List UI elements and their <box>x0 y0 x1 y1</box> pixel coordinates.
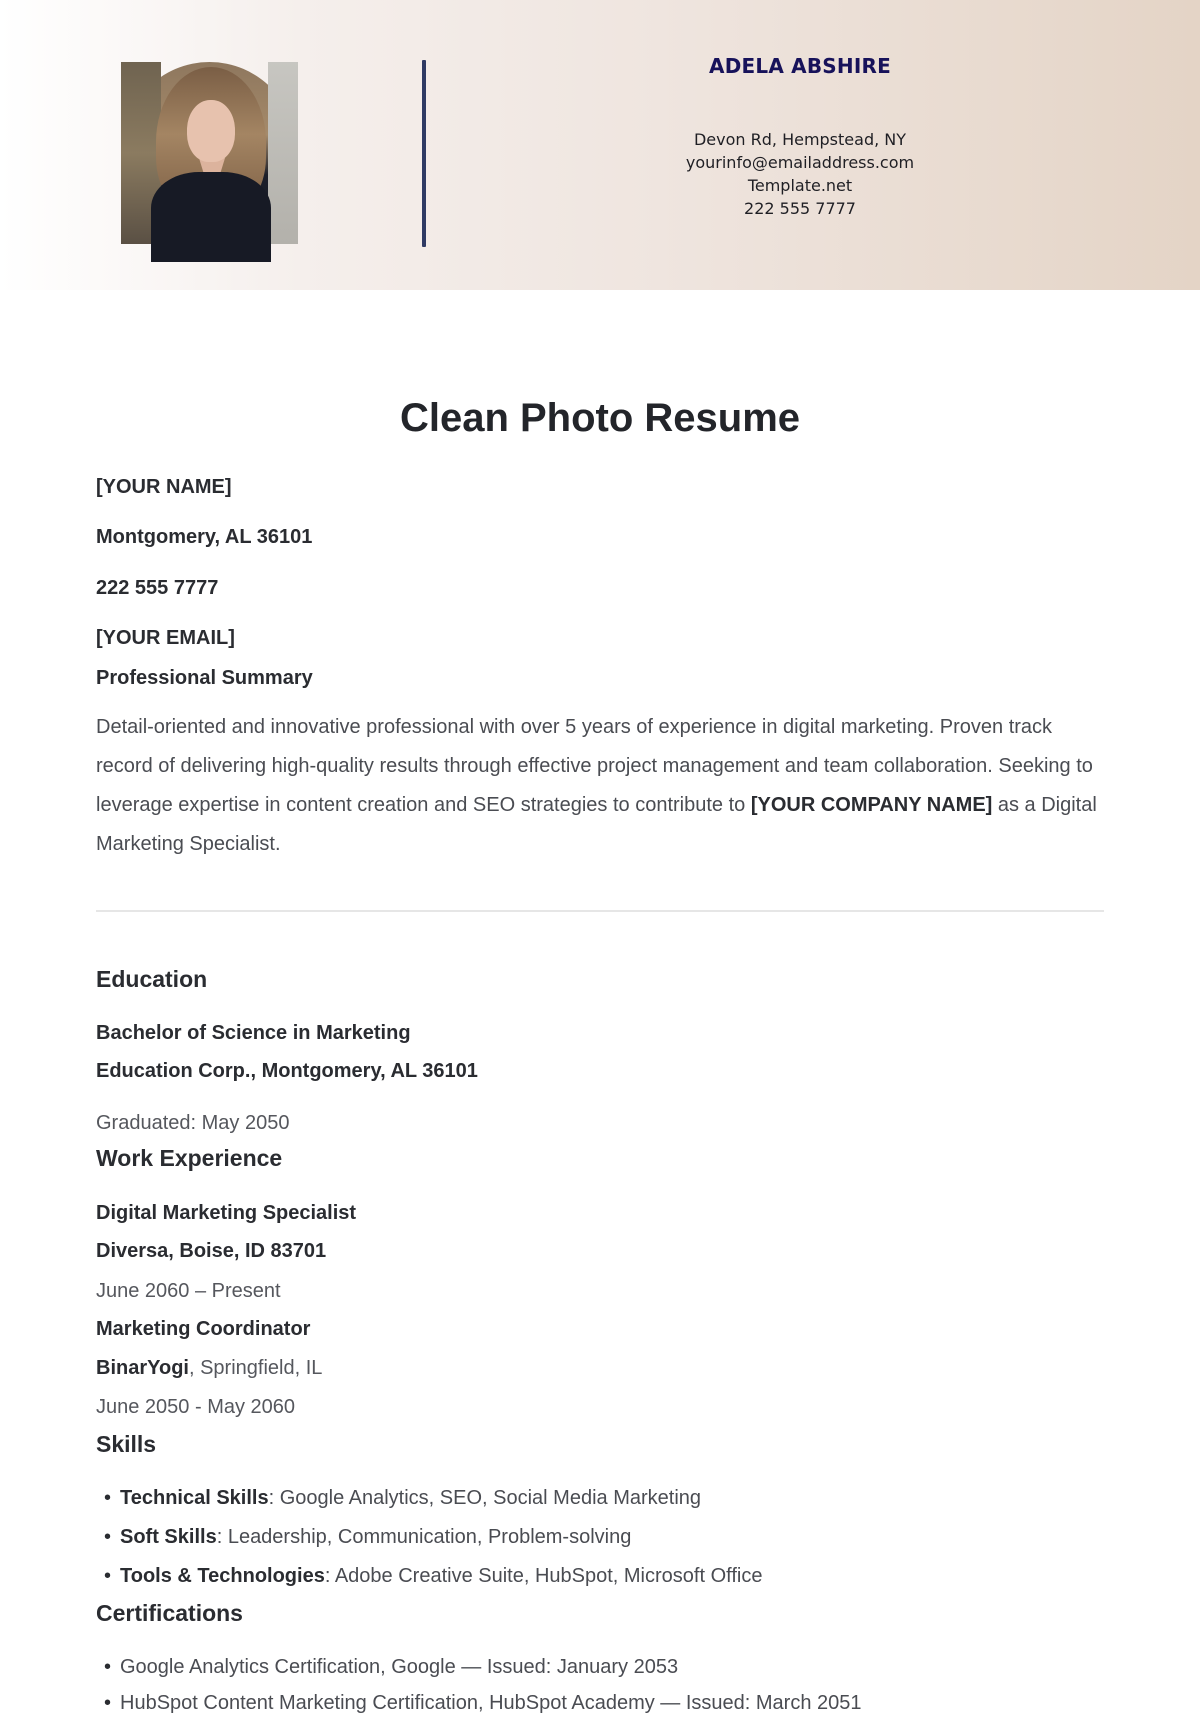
personal-email: [YOUR EMAIL] <box>96 627 235 649</box>
education-degree: Bachelor of Science in Marketing <box>96 1022 411 1044</box>
education-institution-line <box>96 1060 478 1083</box>
skill-item <box>104 1526 631 1549</box>
resume-header <box>0 0 1200 290</box>
job-2-dates: June 2050 - May 2060 <box>96 1396 296 1418</box>
section-divider <box>96 910 1104 912</box>
summary-company-placeholder: [YOUR COMPANY NAME] <box>750 794 993 816</box>
photo-jacket <box>151 172 271 262</box>
photo-face <box>187 100 235 162</box>
personal-location: Montgomery, AL 36101 <box>96 526 313 548</box>
skill-value: : Leadership, Communication, Problem-solving <box>216 1526 632 1548</box>
document-title: Clean Photo Resume <box>399 396 801 440</box>
header-vertical-divider <box>422 60 426 247</box>
work-heading: Work Experience <box>96 1145 283 1171</box>
summary-paragraph <box>96 708 1104 864</box>
personal-name: [YOUR NAME] <box>96 476 232 498</box>
education-graduated: Graduated: May 2050 <box>96 1112 290 1134</box>
summary-text-after: as a Digital Marketing Specialist. <box>96 794 1097 855</box>
header-phone: 222 555 7777 <box>744 199 856 218</box>
certification-item <box>104 1656 678 1679</box>
skill-item <box>104 1565 762 1588</box>
job-1-dates: June 2060 – Present <box>96 1280 281 1302</box>
education-location: , Montgomery, AL 36101 <box>250 1060 478 1082</box>
header-contact-block <box>630 54 970 220</box>
certification-text: HubSpot Content Marketing Certification, HubSpot Academy — Issued: March 2051 <box>120 1692 862 1714</box>
bullet-icon: • <box>104 1692 112 1714</box>
skill-item <box>104 1487 701 1510</box>
education-institution: Education Corp. <box>96 1060 251 1082</box>
profile-photo <box>121 62 298 244</box>
bullet-icon: • <box>104 1487 112 1509</box>
bullet-icon: • <box>104 1565 112 1587</box>
job-1-company: Diversa <box>96 1240 169 1262</box>
photo-background-right <box>268 62 298 244</box>
summary-heading: Professional Summary <box>96 667 313 689</box>
header-name: ADELA ABSHIRE <box>709 54 891 78</box>
job-1-title: Digital Marketing Specialist <box>96 1202 357 1224</box>
certifications-heading: Certifications <box>96 1600 243 1626</box>
header-address: Devon Rd, Hempstead, NY <box>693 130 907 149</box>
header-email: yourinfo@emailaddress.com <box>685 153 915 172</box>
bullet-icon: • <box>104 1656 112 1678</box>
job-1-location: , Boise, ID 83701 <box>168 1240 327 1262</box>
skill-label: Technical Skills <box>120 1487 269 1509</box>
certification-text: Google Analytics Certification, Google — Issued: January 2053 <box>120 1656 679 1678</box>
bullet-icon: • <box>104 1526 112 1548</box>
skill-value: : Google Analytics, SEO, Social Media Marketing <box>268 1487 702 1509</box>
certification-item <box>104 1692 862 1715</box>
summary-text-before: Detail-oriented and innovative professional with over 5 years of experience in digital marketing. Proven track record of delivering high-quality results through effective project management and team collaboration. Seeking to leverage expertise in content creation and SEO strategies to contribute to <box>96 716 1093 816</box>
job-2-title: Marketing Coordinator <box>96 1318 311 1340</box>
education-heading: Education <box>96 966 208 992</box>
job-2-company: BinarYogi <box>96 1357 189 1379</box>
skill-label: Soft Skills <box>120 1526 217 1548</box>
skill-value: : Adobe Creative Suite, HubSpot, Microsoft Office <box>324 1565 763 1587</box>
job-2-location: , Springfield, IL <box>188 1357 323 1379</box>
skills-heading: Skills <box>96 1431 157 1457</box>
job-1-company-line <box>96 1240 326 1263</box>
skill-label: Tools & Technologies <box>120 1565 325 1587</box>
header-website: Template.net <box>747 176 853 195</box>
job-2-company-line <box>96 1357 322 1380</box>
header-contact-lines <box>630 128 970 220</box>
personal-phone: 222 555 7777 <box>96 577 219 599</box>
